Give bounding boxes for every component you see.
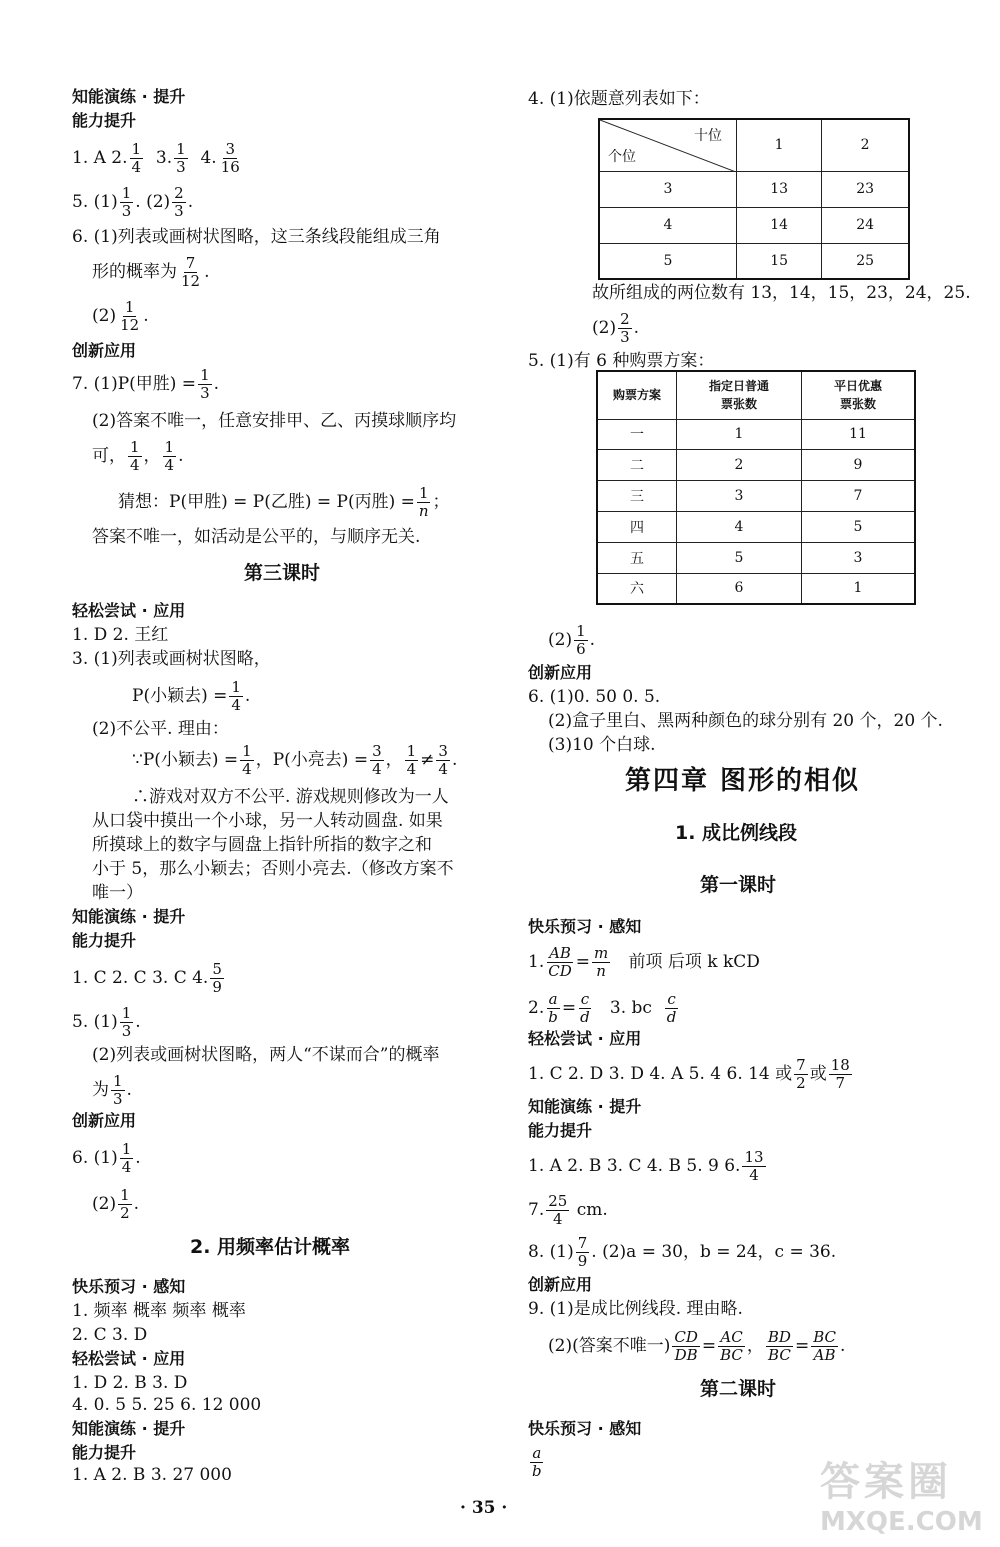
answer-line-rq: 1. C 2. D 3. D 4. A 5. 4 6. 14 或 $\frac{7}{2}$ 或 $\frac{18}{7}$ [528,1056,850,1092]
heading-chuangxin: 创新应用 [72,341,137,360]
answer-line-7b: (2)答案不唯一，任意安排甲、乙、丙摸球顺序均 [92,411,457,431]
answer-line-r4a: 4. (1)依题意列表如下： [528,89,710,109]
page-number: · 35 · [460,1498,508,1518]
answer-line-r6a: 6. (1)0. 50 0. 5. [528,687,661,707]
answer-line-s1: 1. D 2. 王红 [72,625,169,645]
answer-line-rz8: 8. (1) $\frac{7}{9}$ . (2)a = 30，b = 24，c = 36. [528,1234,837,1270]
answer-line-last: $\frac{a}{b}$ [532,1444,542,1480]
answer-line-rz: 1. A 2. B 3. C 4. B 5. 9 6. $\frac{13}{4}$ [528,1148,764,1184]
watermark-sub: MXQE.COM [820,1507,983,1537]
col-header-label: 十位 [694,128,722,144]
answer-line-6b: 形的概率为 $\frac{7}{12}$ . [92,254,210,290]
table-cell: 5 [802,511,916,542]
table-cell: 二 [597,449,677,480]
answer-line-s3a: 3. (1)列表或画树状图略， [72,649,271,669]
section-title: 1. 成比例线段 [675,822,798,844]
table-cell: 三 [597,480,677,511]
answer-line-1: 1. A 2. $\frac{1}{4}$ 3. $\frac{1}{3}$ 4. $\frac{3}{16}$ [72,140,240,176]
section-title-2: 2. 用频率估计概率 [190,1236,351,1258]
answer-line-6a: 6. (1)列表或画树状图略，这三条线段能组成三角 [72,227,441,247]
answer-line-rk1: 1. $\frac{AB}{CD}$ = $\frac{m}{n}$ 前项 后项 k kCD [528,944,760,980]
table-cell: 3 [677,480,802,511]
answer-line-7c: 可， $\frac{1}{4}$ ， $\frac{1}{4}$ . [92,438,184,474]
watermark [820,1450,983,1537]
answer-line-s3g: 所摸球上的数字与圆盘上指针所指的数字之和 [92,835,432,855]
answer-line-n1: 1. A 2. B 3. 27 000 [72,1465,232,1485]
answer-line-r6c: (3)10 个白球. [548,735,656,755]
heading-nengli-2: 能力提升 [72,931,137,950]
heading-kuaile-r: 快乐预习 · 感知 [528,917,642,936]
table-cell: 6 [677,573,802,604]
table-cell: 23 [822,171,909,207]
answer-line-r5b: (2) $\frac{1}{6}$ . [548,622,596,658]
heading-chuangxin-r2: 创新应用 [528,1275,593,1294]
table-cell: 3 [802,542,916,573]
table-cell: 24 [822,207,909,243]
answer-line-r4b: 故所组成的两位数有 13，14，15，23，24，25. [592,283,971,303]
table-cell: 四 [597,511,677,542]
heading-kuaile: 快乐预习 · 感知 [72,1277,186,1296]
table-cell: 4 [599,207,737,243]
answer-line-k2: 2. C 3. D [72,1325,148,1345]
table-cell: 六 [597,573,677,604]
answer-line-q1b: 1. D 2. B 3. D [72,1373,188,1393]
table-header-cell: 购票方案 [597,371,677,419]
table-cell: 25 [822,243,909,279]
answer-line-z5a: 5. (1) $\frac{1}{3}$ . [72,1004,141,1040]
answer-line-rc9b: (2)(答案不唯一) $\frac{CD}{DB}$ = $\frac{AC}{BC}$ ， $\frac{BD}{BC}$ = $\frac{BC}{AB}$ . [548,1328,846,1364]
answer-line-s3d: ∵P(小颖去) = $\frac{1}{4}$ ，P(小亮去) = $\frac{3}{4}$ ， $\frac{1}{4}$ ≠ $\frac{3}{4}$ . [132,742,458,778]
table-cell: 15 [737,243,822,279]
table-header-cell: 平日优惠 票张数 [802,371,916,419]
table-cell: 1 [737,119,822,171]
heading-chuangxin-2: 创新应用 [72,1111,137,1130]
heading-zhineng-2: 知能演练 · 提升 [72,907,186,926]
answer-line-rz7: 7. $\frac{25}{4}$ cm. [528,1192,608,1228]
row-header-label: 个位 [608,148,636,165]
heading-chuangxin-r: 创新应用 [528,663,593,682]
table-header-cell: 指定日普通 票张数 [677,371,802,419]
answer-line-7d: 猜想：P(甲胜) = P(乙胜) = P(丙胜) = $\frac{1}{n}$ ； [118,484,450,520]
table-cell: 7 [802,480,916,511]
answer-line-q4b: 4. 0. 5 5. 25 6. 12 000 [72,1395,262,1415]
lesson-title-1: 第一课时 [700,874,777,896]
table-cell: 13 [737,171,822,207]
table-cell: 14 [737,207,822,243]
table-cell: 1 [802,573,916,604]
table-cell: 4 [677,511,802,542]
answer-line-c6a: 6. (1) $\frac{1}{4}$ . [72,1140,141,1176]
lesson-title-2: 第二课时 [700,1378,777,1400]
table-cell: 2 [677,449,802,480]
answer-line-5: 5. (1) $\frac{1}{3}$ . (2) $\frac{2}{3}$ . [72,184,194,220]
heading-kuaile-r2: 快乐预习 · 感知 [528,1419,642,1438]
chapter-title: 第四章 图形的相似 [625,766,861,796]
answer-line-6c: (2) $\frac{1}{12}$ . [92,298,149,334]
answer-line-c6b: (2) $\frac{1}{2}$ . [92,1186,140,1222]
table-cell: 1 [677,419,802,449]
watermark-main: 答案圈 [820,1459,952,1505]
table-cell: 5 [599,243,737,279]
answer-line-r5a: 5. (1)有 6 种购票方案： [528,351,715,371]
table-cell: 五 [597,542,677,573]
answer-line-z5b: (2)列表或画树状图略，两人“不谋而合”的概率 [92,1045,440,1065]
heading-qingsong: 轻松尝试 · 应用 [72,601,186,620]
table-cell: 一 [597,419,677,449]
heading-zhineng: 知能演练 · 提升 [72,87,186,106]
answer-line-7a: 7. (1)P(甲胜) = $\frac{1}{3}$ . [72,366,220,402]
table-cell: 9 [802,449,916,480]
answer-line-z5c: 为 $\frac{1}{3}$ . [92,1072,132,1108]
answer-line-z1: 1. C 2. C 3. C 4. $\frac{5}{9}$ [72,960,222,996]
answer-line-k1: 1. 频率 概率 频率 概率 [72,1301,246,1321]
table-cell: 5 [677,542,802,573]
answer-line-s3h: 小于 5，那么小颖去；否则小亮去.（修改方案不 [92,859,454,879]
table-cell: 11 [802,419,916,449]
answer-line-s3b: P(小颖去) = $\frac{1}{4}$ . [132,678,251,714]
tens-units-table [598,118,910,280]
answer-line-s3c: (2)不公平. 理由： [92,719,229,739]
heading-qingsong-2: 轻松尝试 · 应用 [72,1349,186,1368]
answer-line-s3e: ∴游戏对双方不公平. 游戏规则修改为一人 [132,787,449,807]
table-cell: 2 [822,119,909,171]
answer-line-s3i: 唯一） [92,883,143,903]
heading-nengli: 能力提升 [72,111,137,130]
table-cell: 3 [599,171,737,207]
answer-line-r6b: (2)盒子里白、黑两种颜色的球分别有 20 个，20 个. [548,711,943,731]
heading-zhineng-3: 知能演练 · 提升 [72,1419,186,1438]
lesson-title-3: 第三课时 [244,562,321,584]
heading-qingsong-r: 轻松尝试 · 应用 [528,1029,642,1048]
answer-line-rc9a: 9. (1)是成比例线段. 理由略. [528,1299,743,1319]
answer-line-s3f: 从口袋中摸出一个小球，另一人转动圆盘. 如果 [92,811,443,831]
heading-nengli-3: 能力提升 [72,1443,137,1462]
answer-line-rk2: 2. $\frac{a}{b}$ = $\frac{c}{d}$ 3. bc $\frac{c}{d}$ [528,990,677,1026]
ticket-plan-table [596,370,916,605]
heading-nengli-r: 能力提升 [528,1121,593,1140]
heading-zhineng-r: 知能演练 · 提升 [528,1097,642,1116]
answer-line-r4c: (2) $\frac{2}{3}$ . [592,310,640,346]
table-diagonal-header [599,119,737,171]
answer-line-7e: 答案不唯一，如活动是公平的，与顺序无关. [92,527,421,547]
